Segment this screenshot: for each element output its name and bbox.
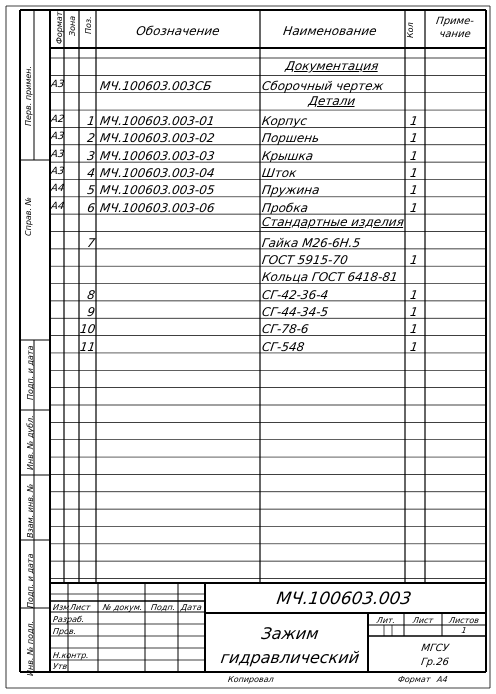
cell-designation: МЧ.100603.003-02 — [99, 131, 216, 146]
header-note-line1: Приме- — [435, 16, 475, 27]
cell-format: А2 — [50, 114, 65, 126]
tb-prov: Пров. — [52, 627, 77, 636]
footer-kopiroval: Копировал — [227, 675, 275, 684]
cell-name: Корпус — [261, 114, 309, 129]
section-heading: Документация — [284, 59, 380, 73]
cell-name: Поршень — [261, 131, 321, 146]
cell-name: Шток — [261, 166, 298, 181]
cell-format: А3 — [50, 148, 65, 160]
cell-name: СГ-42-36-4 — [261, 287, 330, 302]
cell-qty: 1 — [409, 304, 419, 319]
cell-pos: 11 — [79, 339, 97, 354]
header-format: Формат — [55, 11, 64, 44]
cell-name: Сборочный чертеж — [261, 79, 385, 94]
header-qty: Кол — [406, 22, 415, 38]
cell-name: Гайка М26-6Н.5 — [261, 235, 362, 250]
cell-name: Кольца ГОСТ 6418-81 — [261, 270, 399, 285]
tb-list-label: Лист — [412, 616, 434, 625]
tb-lit: Лит. — [376, 616, 396, 625]
cell-designation: МЧ.100603.003-05 — [99, 183, 216, 198]
cell-qty: 1 — [409, 200, 419, 215]
doc-number: МЧ.100603.003 — [275, 589, 413, 609]
cell-designation: МЧ.100603.003СБ — [99, 79, 213, 94]
side-label-sprav-no: Справ. № — [24, 197, 33, 236]
tb-razrab: Разраб. — [52, 615, 86, 624]
cell-pos: 3 — [86, 148, 96, 163]
cell-name: СГ-78-6 — [261, 322, 310, 337]
cell-name: СГ-548 — [261, 339, 306, 354]
side-label-vzam-inv-no: Взам. инв. № — [26, 483, 35, 538]
tb-podp: Подп. — [150, 603, 176, 612]
section-heading: Стандартные изделия — [261, 215, 405, 230]
cell-designation: МЧ.100603.003-01 — [99, 114, 216, 129]
cell-format: А3 — [50, 131, 65, 143]
cell-pos: 7 — [86, 235, 96, 250]
cell-pos: 10 — [79, 322, 97, 337]
header-designation: Обозначение — [135, 24, 221, 38]
side-label-inv-no-podl: Инв. № подл. — [26, 620, 35, 676]
side-label-inv-no-dubl: Инв. № дубл. — [26, 415, 35, 470]
cell-pos: 8 — [86, 287, 96, 302]
side-label-perv-primen: Перв. примен. — [24, 65, 33, 126]
cell-pos: 1 — [86, 114, 96, 129]
cell-qty: 1 — [409, 252, 419, 267]
tb-nkontr: Н.контр. — [52, 651, 90, 660]
cell-qty: 1 — [409, 166, 419, 181]
section-heading: Детали — [307, 93, 357, 108]
cell-designation: МЧ.100603.003-06 — [99, 200, 216, 215]
header-pos: Поз. — [84, 16, 93, 34]
cell-pos: 5 — [86, 183, 96, 198]
cell-qty: 1 — [409, 148, 419, 163]
tb-data: Дата — [180, 603, 203, 612]
cell-name: ГОСТ 5915-70 — [261, 252, 349, 267]
tb-utv: Утв. — [52, 662, 71, 671]
footer-format-value: А4 — [436, 675, 449, 684]
cell-pos: 2 — [86, 131, 96, 146]
title-line1: Зажим — [260, 624, 320, 643]
side-label-podp-data-1: Подп. и дата — [26, 345, 35, 400]
tb-listov-label: Листов — [448, 616, 480, 625]
cell-format: А4 — [50, 200, 65, 212]
cell-qty: 1 — [409, 114, 419, 129]
cell-pos: 6 — [86, 200, 96, 215]
tb-listov-value: 1 — [460, 626, 468, 635]
cell-qty: 1 — [409, 183, 419, 198]
cell-format: А3 — [50, 166, 65, 178]
cell-qty: 1 — [409, 131, 419, 146]
tb-izm: Изм — [52, 603, 70, 612]
cell-format: А4 — [50, 183, 65, 195]
cell-pos: 4 — [86, 166, 96, 181]
cell-pos: 9 — [86, 304, 96, 319]
cell-name: СГ-44-34-5 — [261, 304, 330, 319]
tb-org-line1: МГСУ — [420, 643, 450, 654]
cell-name: Крышка — [261, 148, 315, 163]
cell-qty: 1 — [409, 322, 419, 337]
cell-qty: 1 — [409, 287, 419, 302]
cell-qty: 1 — [409, 339, 419, 354]
cell-format: А3 — [50, 79, 65, 91]
tb-no-dokum: № докум. — [102, 603, 144, 612]
footer-format-label: Формат — [397, 675, 432, 684]
title-line2: гидравлический — [219, 648, 361, 667]
cell-designation: МЧ.100603.003-04 — [99, 166, 216, 181]
cell-name: Пружина — [261, 183, 321, 198]
header-note-line2: чание — [438, 29, 472, 40]
tb-org-line2: Гр.26 — [420, 657, 450, 668]
side-label-podp-data-2: Подп. и дата — [26, 553, 35, 608]
cell-name: Пробка — [261, 200, 309, 215]
cell-designation: МЧ.100603.003-03 — [99, 148, 216, 163]
header-zone: Зона — [68, 15, 77, 36]
tb-list: Лист — [69, 603, 91, 612]
header-name: Наименование — [282, 24, 378, 38]
